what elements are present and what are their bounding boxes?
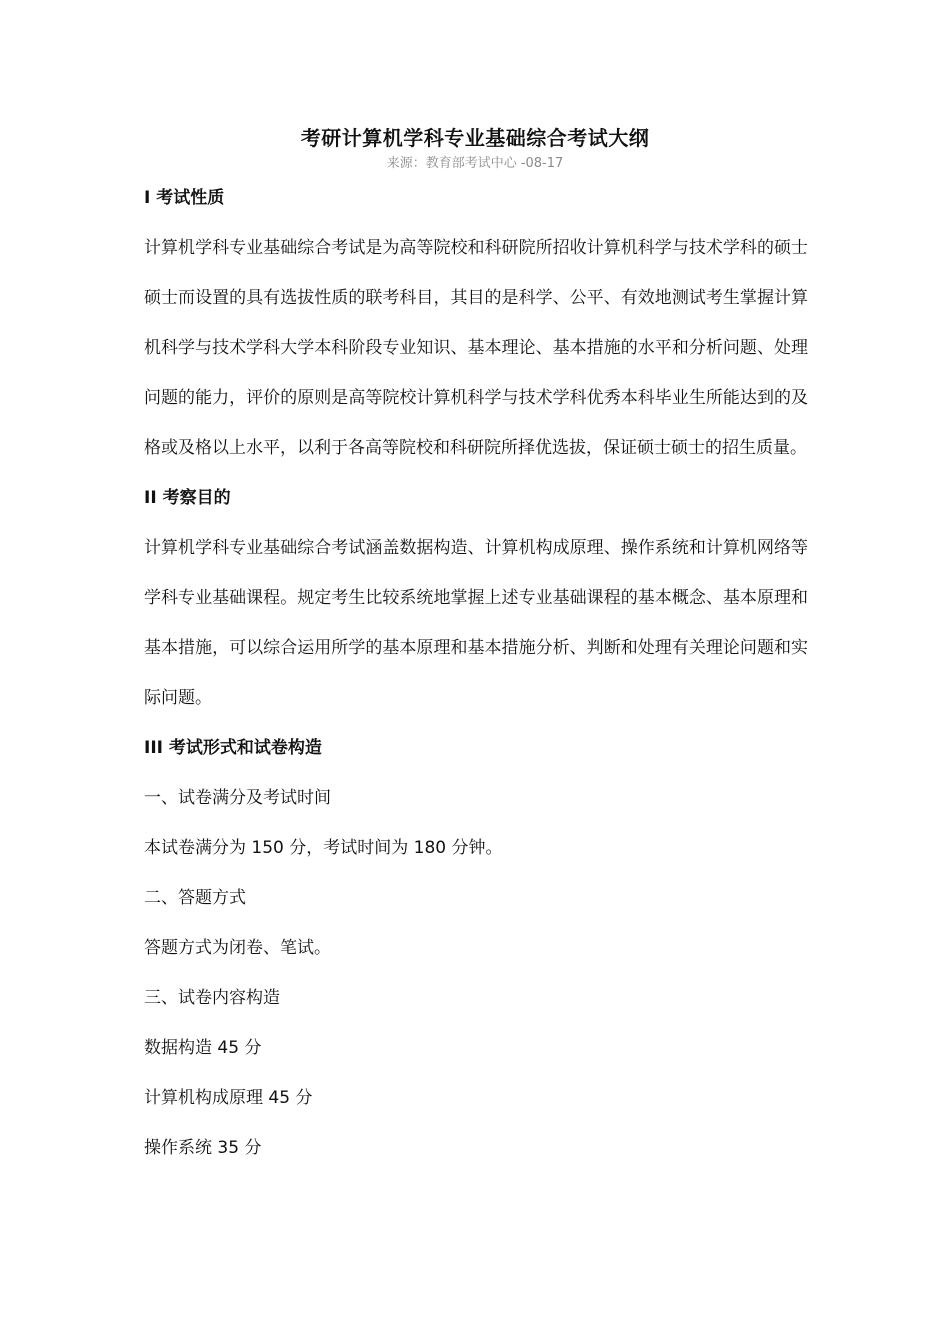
text-answer-method: 答题方式为闭卷、笔试。 [144,938,331,958]
section-heading-exam-purpose: II 考察目的 [144,488,231,508]
section-heading-exam-nature: I 考试性质 [144,188,225,208]
subheading-paper-structure: 三、试卷内容构造 [144,988,280,1008]
list-item-data-structures: 数据构造 45 分 [144,1038,262,1058]
document-source: 来源：教育部考试中心 -08-17 [386,156,564,171]
subheading-score-time: 一、试卷满分及考试时间 [144,788,331,808]
text-score-time: 本试卷满分为 150 分，考试时间为 180 分钟。 [144,838,503,858]
section-paragraph-exam-nature: 计算机学科专业基础综合考试是为高等院校和科研院所招收计算机科学与技术学科的硕士硕士而设置的具有选拔性质的联考科目，其目的是科学、公平、有效地测试考生掌握计算机科学与技术学科大学本科阶段专业知识、基本理论、基本措施的水平和分析问题、处理问题的能力，评价的原则是高等院校计算机科学与技术学科优秀本科毕业生所能达到的及格或及格以上水平，以利于各高等院校和科研院所择优选拔，保证硕士硕士的招生质量。 [144,238,808,458]
list-item-computer-organization: 计算机构成原理 45 分 [144,1088,313,1108]
section-heading-exam-format: III 考试形式和试卷构造 [144,738,322,758]
section-paragraph-exam-purpose: 计算机学科专业基础综合考试涵盖数据构造、计算机构成原理、操作系统和计算机网络等学科专业基础课程。规定考生比较系统地掌握上述专业基础课程的基本概念、基本原理和基本措施，可以综合运用所学的基本原理和基本措施分析、判断和处理有关理论问题和实际问题。 [144,538,808,708]
document-body [144,186,808,1186]
subheading-answer-method: 二、答题方式 [144,888,246,908]
document-title: 考研计算机学科专业基础综合考试大纲 [300,126,650,150]
list-item-operating-systems: 操作系统 35 分 [144,1138,262,1158]
